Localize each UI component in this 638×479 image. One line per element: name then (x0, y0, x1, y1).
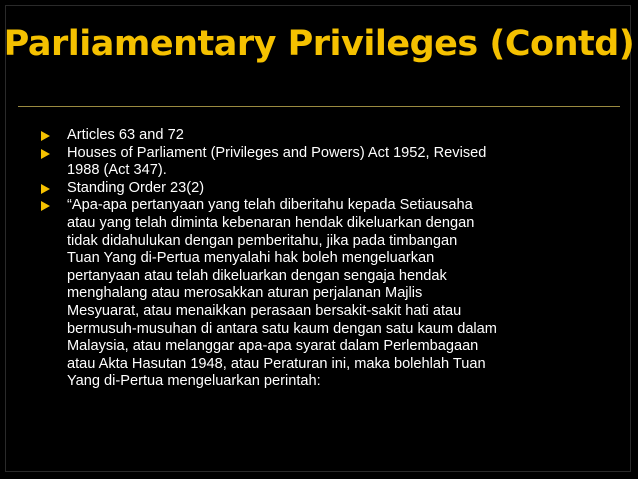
bullet-text-line: pertanyaan atau telah dikeluarkan dengan sengaja hendak (67, 267, 447, 284)
bullet-text-line: menghalang atau merosakkan aturan perjalanan Majlis (67, 285, 423, 302)
bullet-item (41, 145, 611, 180)
bullet-text-line: Standing Order 23(2) (67, 179, 205, 196)
bullet-text-line: atau yang telah diminta kebenaran hendak dikeluarkan dengan (67, 214, 475, 231)
bullet-text-line: atau Akta Hasutan 1948, atau Peraturan ini, maka bolehlah Tuan (67, 355, 486, 372)
bullet-text-line: tidak didahulukan dengan pemberitahu, jika pada timbangan (67, 232, 458, 249)
title-divider (18, 106, 620, 107)
bullet-text-line: bermusuh-musuhan di antara satu kaum dengan satu kaum dalam (67, 320, 497, 337)
bullet-text-line: Houses of Parliament (Privileges and Powers) Act 1952, Revised (67, 144, 487, 161)
bullet-text-line: Mesyuarat, atau menaikkan perasaan bersakit-sakit hati atau (67, 302, 462, 319)
bullet-item (41, 127, 611, 145)
bullet-text-line: Malaysia, atau melanggar apa-apa syarat dalam Perlembagaan (67, 338, 479, 355)
bullet-list (41, 127, 611, 391)
triangle-bullet-icon (41, 201, 50, 211)
triangle-bullet-icon (41, 149, 50, 159)
bullet-text-line: 1988 (Act 347). (67, 162, 167, 179)
bullet-item (41, 180, 611, 198)
bullet-text-line: Yang di-Pertua mengeluarkan perintah: (67, 373, 321, 390)
bullet-text-line: “Apa-apa pertanyaan yang telah diberitahu kepada Setiausaha (67, 197, 473, 214)
bullet-text-line: Articles 63 and 72 (67, 127, 184, 143)
bullet-item (41, 197, 611, 391)
slide-title: Parliamentary Privileges (Contd) (3, 24, 635, 64)
triangle-bullet-icon (41, 131, 50, 141)
triangle-bullet-icon (41, 184, 50, 194)
bullet-text-line: Tuan Yang di-Pertua menyalahi hak boleh mengeluarkan (67, 250, 435, 267)
